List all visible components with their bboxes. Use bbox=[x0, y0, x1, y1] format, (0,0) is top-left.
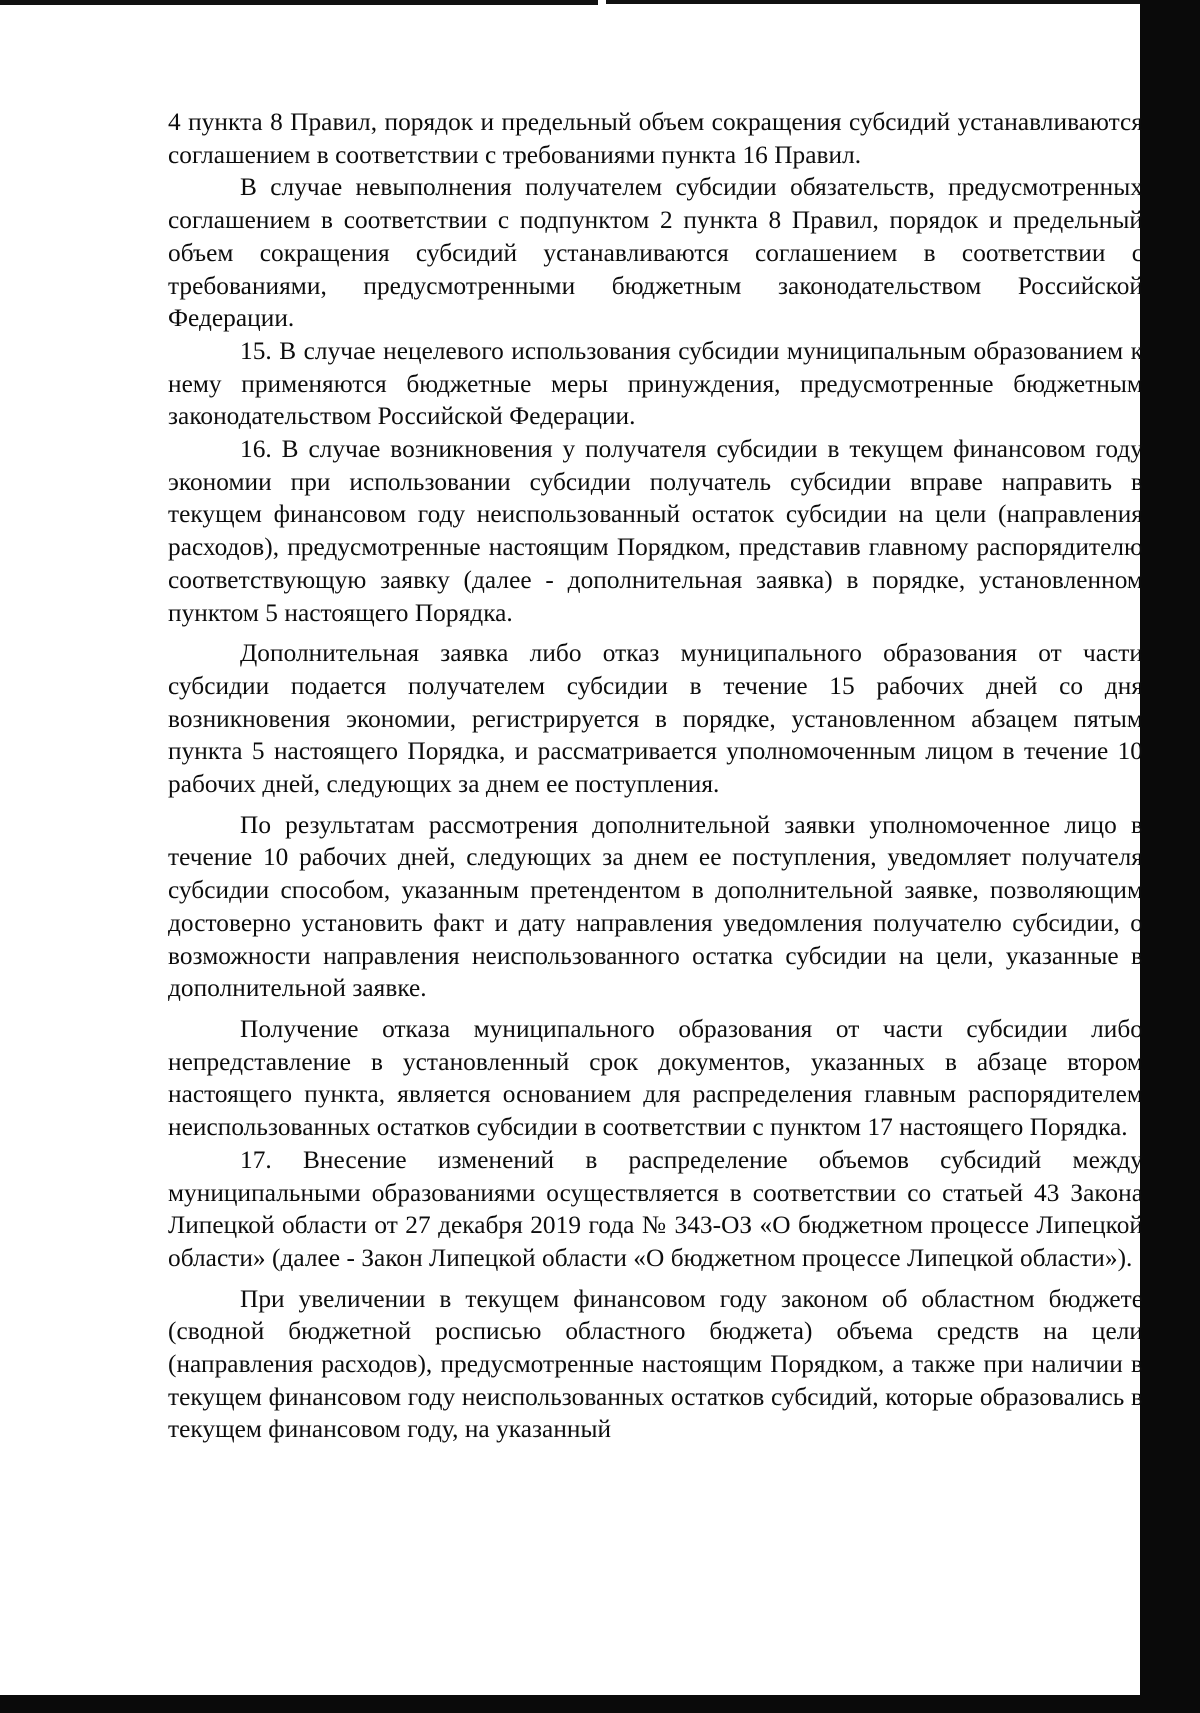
document-body bbox=[168, 106, 1143, 1446]
scan-border-top-left bbox=[0, 0, 598, 5]
paragraph-additional-request: Дополнительная заявка либо отказ муниципального образования от части субсидии подается получателем субсидии в течение 15 рабочих дней со дня возникновения экономии, регистрируется в порядке, установленном абзацем пятым пункта 5 настоящего Порядка, и рассматривается уполномоченным лицом в течение 10 рабочих дней, следующих за днем ее поступления. bbox=[168, 639, 1143, 799]
paragraph-nonfulfillment: В случае невыполнения получателем субсидии обязательств, предусмотренных соглашением в соответствии с подпунктом 2 пункта 8 Правил, порядок и предельный объем сокращения субсидий устанавливаются соглашением в соответствии с требованиями, предусмотренными бюджетным законодательством Российской Федерации. bbox=[168, 173, 1143, 333]
scan-border-bottom bbox=[0, 1695, 1200, 1713]
paragraph-clause-17: 17. Внесение изменений в распределение объемов субсидий между муниципальными образованиями осуществляется в соответствии со статьей 43 Закона Липецкой области от 27 декабря 2019 года № 343-ОЗ «О бюджетном процессе Липецкой области» (далее - Закон Липецкой области «О бюджетном процессе Липецкой области»). bbox=[168, 1145, 1143, 1272]
paragraph-refusal: Получение отказа муниципального образования от части субсидии либо непредставление в установленный срок документов, указанных в абзаце втором настоящего пункта, является основанием для распределения главным распорядителем неиспользованных остатков субсидии в соответствии с пунктом 17 настоящего Порядка. bbox=[168, 1014, 1143, 1142]
paragraph-increase: При увеличении в текущем финансовом году законом об областном бюджете (сводной бюджетной росписью областного бюджета) объема средств на цели (направления расходов), предусмотренные настоящим Порядком, а также при наличии в текущем финансовом году неиспользованных остатков субсидий, которые образовались в текущем финансовом году, на указанный bbox=[168, 1284, 1143, 1444]
scan-border-right bbox=[1140, 0, 1200, 1713]
paragraph-clause-16: 16. В случае возникновения у получателя субсидии в текущем финансовом году экономии при использовании субсидии получатель субсидии вправе направить в текущем финансовом году неиспользованный остаток субсидии на цели (направления расходов), предусмотренные настоящим Порядком, представив главному распорядителю соответствующую заявку (далее - дополнительная заявка) в порядке, установленном пунктом 5 настоящего Порядка. bbox=[168, 435, 1143, 627]
paragraph-review-results: По результатам рассмотрения дополнительной заявки уполномоченное лицо в течение 10 рабочих дней, следующих за днем ее поступления, уведомляет получателя субсидии способом, указанным претендентом в дополнительной заявке, позволяющим достоверно установить факт и дату направления уведомления получателю субсидии, о возможности направления неиспользованного остатка субсидии на цели, указанные в дополнительной заявке. bbox=[168, 810, 1143, 1003]
paragraph-clause-15: 15. В случае нецелевого использования субсидии муниципальным образованием к нему применяются бюджетные меры принуждения, предусмотренные бюджетным законодательством Российской Федерации. bbox=[168, 336, 1143, 431]
paragraph-continuation: 4 пункта 8 Правил, порядок и предельный объем сокращения субсидий устанавливаются соглашением в соответствии с требованиями пункта 16 Правил. bbox=[168, 108, 1143, 169]
scan-border-top-right bbox=[606, 0, 1141, 4]
